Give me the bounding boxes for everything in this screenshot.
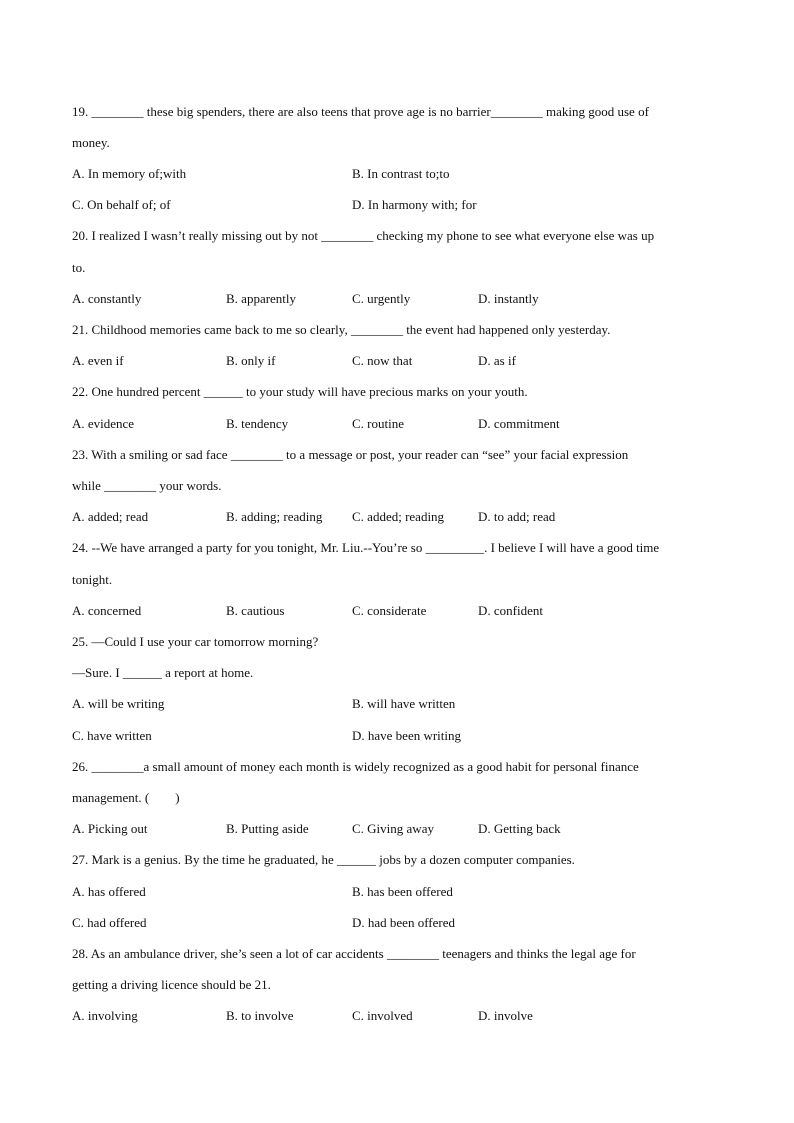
question-22-option-a: A. evidence <box>72 416 135 431</box>
question-27-stem-line-1: 27. Mark is a genius. By the time he graduated, he ______ jobs by a dozen computer companies. <box>72 852 575 867</box>
question-27-option-b: B. has been offered <box>352 884 453 899</box>
question-20-option-d: D. instantly <box>478 291 539 306</box>
question-20-option-c: C. urgently <box>352 291 411 306</box>
question-21-stem-line-1: 21. Childhood memories came back to me so clearly, ________ the event had happened only yesterday. <box>72 322 611 337</box>
question-26-option-b: B. Putting aside <box>226 821 309 836</box>
question-25-option-c: C. have written <box>72 728 152 743</box>
question-26-option-a: A. Picking out <box>72 821 148 836</box>
question-26-option-d: D. Getting back <box>478 821 561 836</box>
question-22-option-d: D. commitment <box>478 416 560 431</box>
question-24-option-d: D. confident <box>478 603 543 618</box>
question-25-option-a: A. will be writing <box>72 696 165 711</box>
question-19-option-a: A. In memory of;with <box>72 166 187 181</box>
question-22-option-c: C. routine <box>352 416 404 431</box>
question-25-option-b: B. will have written <box>352 696 456 711</box>
question-23-option-a: A. added; read <box>72 509 149 524</box>
question-26-option-c: C. Giving away <box>352 821 434 836</box>
question-24-stem-line-1: 24. --We have arranged a party for you tonight, Mr. Liu.--You’re so _________. I believe I will have a good time <box>72 540 660 555</box>
question-28-option-d: D. involve <box>478 1008 533 1023</box>
question-27-option-d: D. had been offered <box>352 915 455 930</box>
question-21-option-c: C. now that <box>352 353 413 368</box>
question-24-option-c: C. considerate <box>352 603 427 618</box>
question-21-option-d: D. as if <box>478 353 516 368</box>
question-24-option-a: A. concerned <box>72 603 142 618</box>
question-19-option-b: B. In contrast to;to <box>352 166 450 181</box>
question-20-stem-line-1: 20. I realized I wasn’t really missing out by not ________ checking my phone to see what everyone else was up <box>72 228 655 243</box>
question-23-stem-line-1: 23. With a smiling or sad face ________ to a message or post, your reader can “see” your facial expression <box>72 447 629 462</box>
question-20-option-b: B. apparently <box>226 291 297 306</box>
question-27-option-a: A. has offered <box>72 884 146 899</box>
question-25-stem-line-1: 25. —Could I use your car tomorrow morning? <box>72 634 319 649</box>
question-25-option-d: D. have been writing <box>352 728 462 743</box>
question-23-option-d: D. to add; read <box>478 509 556 524</box>
question-20-option-a: A. constantly <box>72 291 142 306</box>
question-19-stem-line-1: 19. ________ these big spenders, there are also teens that prove age is no barrier________ making good use of <box>72 104 649 119</box>
question-19-option-c: C. On behalf of; of <box>72 197 171 212</box>
question-21-option-b: B. only if <box>226 353 276 368</box>
question-24-option-b: B. cautious <box>226 603 285 618</box>
question-28-stem-line-1: 28. As an ambulance driver, she’s seen a lot of car accidents ________ teenagers and thinks the legal age for <box>72 946 636 961</box>
question-22-option-b: B. tendency <box>226 416 289 431</box>
question-25-stem-line-2: —Sure. I ______ a report at home. <box>72 665 254 680</box>
question-20-stem-line-2: to. <box>72 260 86 275</box>
question-19-option-d: D. In harmony with; for <box>352 197 477 212</box>
question-28-option-c: C. involved <box>352 1008 413 1023</box>
question-23-stem-line-2: while ________ your words. <box>72 478 222 493</box>
question-21-option-a: A. even if <box>72 353 124 368</box>
question-27-option-c: C. had offered <box>72 915 147 930</box>
question-23-option-b: B. adding; reading <box>226 509 323 524</box>
question-28-option-a: A. involving <box>72 1008 138 1023</box>
question-19-stem-line-2: money. <box>72 135 110 150</box>
question-26-stem-line-2: management. ( ) <box>72 790 180 805</box>
question-28-option-b: B. to involve <box>226 1008 294 1023</box>
question-26-stem-line-1: 26. ________a small amount of money each month is widely recognized as a good habit for personal finance <box>72 759 639 774</box>
question-22-stem-line-1: 22. One hundred percent ______ to your study will have precious marks on your youth. <box>72 384 528 399</box>
question-23-option-c: C. added; reading <box>352 509 445 524</box>
question-28-stem-line-2: getting a driving licence should be 21. <box>72 977 271 992</box>
question-24-stem-line-2: tonight. <box>72 572 113 587</box>
